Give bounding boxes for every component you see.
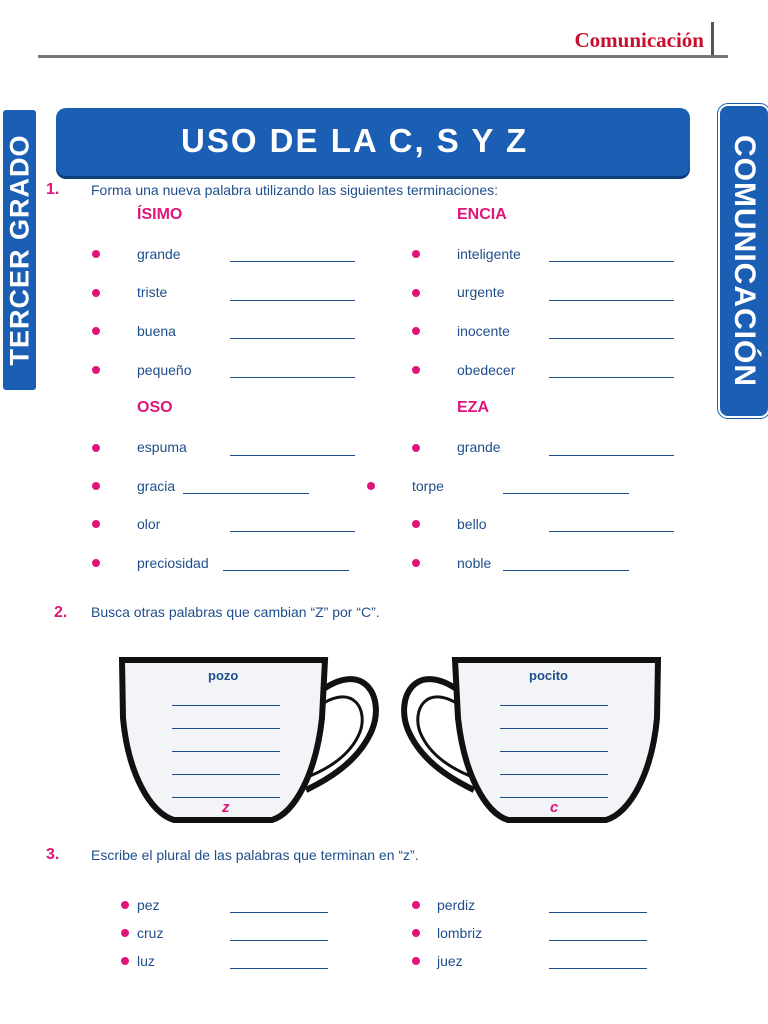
header-rule <box>38 55 728 58</box>
bullet <box>92 250 100 258</box>
answer-blank[interactable] <box>230 377 355 378</box>
bullet <box>412 520 420 528</box>
answer-blank[interactable] <box>172 728 280 729</box>
heading-eza: EZA <box>457 399 489 416</box>
answer-blank[interactable] <box>549 377 674 378</box>
cup-left-label: pozo <box>208 668 239 683</box>
bullet <box>92 366 100 374</box>
bullet <box>412 957 420 965</box>
answer-blank[interactable] <box>549 261 674 262</box>
answer-blank[interactable] <box>549 300 674 301</box>
heading-encia: ENCIA <box>457 206 507 223</box>
word-item: luz <box>137 953 155 969</box>
answer-blank[interactable] <box>500 774 608 775</box>
cup-right-label: pocito <box>529 668 568 683</box>
answer-blank[interactable] <box>230 968 328 969</box>
answer-blank[interactable] <box>549 940 647 941</box>
answer-blank[interactable] <box>223 570 349 571</box>
bullet <box>412 289 420 297</box>
answer-blank[interactable] <box>172 751 280 752</box>
word-item: olor <box>137 516 161 532</box>
exercise-1-number: 1. <box>46 181 60 198</box>
answer-blank[interactable] <box>230 338 355 339</box>
answer-blank[interactable] <box>503 570 629 571</box>
page-title: USO DE LA C, S Y Z <box>181 122 529 159</box>
answer-blank[interactable] <box>503 493 629 494</box>
answer-blank[interactable] <box>549 338 674 339</box>
title-banner <box>56 108 690 176</box>
answer-blank[interactable] <box>172 797 280 798</box>
bullet <box>92 559 100 567</box>
bullet <box>412 327 420 335</box>
answer-blank[interactable] <box>500 751 608 752</box>
bullet <box>412 901 420 909</box>
word-item: pez <box>137 897 160 913</box>
bullet <box>367 482 375 490</box>
word-item: espuma <box>137 439 187 455</box>
exercise-1-instruction: Forma una nueva palabra utilizando las siguientes terminaciones: <box>91 182 499 198</box>
word-item: preciosidad <box>137 555 209 571</box>
bullet <box>121 957 129 965</box>
word-item: cruz <box>137 925 164 941</box>
bullet <box>92 327 100 335</box>
answer-blank[interactable] <box>500 728 608 729</box>
cups-illustration <box>110 648 670 828</box>
word-item: torpe <box>412 478 444 494</box>
word-item: gracia <box>137 478 176 494</box>
heading-isimo: ÍSIMO <box>137 206 183 223</box>
word-item: noble <box>457 555 492 571</box>
answer-blank[interactable] <box>183 493 309 494</box>
header-divider <box>711 22 714 56</box>
subject-label: Comunicación <box>574 28 704 52</box>
grade-banner-label: TERCER GRADO <box>4 134 34 366</box>
exercise-2-instruction: Busca otras palabras que cambian “Z” por “C”. <box>91 604 380 620</box>
bullet <box>92 444 100 452</box>
word-item: buena <box>137 323 176 339</box>
cup-right-icon <box>404 660 658 820</box>
word-item: triste <box>137 284 168 300</box>
grade-banner <box>3 110 36 390</box>
exercise-3-instruction: Escribe el plural de las palabras que terminan en “z”. <box>91 847 419 863</box>
bullet <box>412 366 420 374</box>
word-item: pequeño <box>137 362 192 378</box>
cup-left-icon <box>122 660 376 820</box>
answer-blank[interactable] <box>230 912 328 913</box>
word-item: juez <box>437 953 463 969</box>
answer-blank[interactable] <box>500 797 608 798</box>
bullet <box>121 901 129 909</box>
word-item: inteligente <box>457 246 521 262</box>
subject-banner-label: COMUNICACIÓN <box>728 135 761 387</box>
answer-blank[interactable] <box>549 968 647 969</box>
cup-left-letter: z <box>222 799 230 816</box>
bullet <box>92 482 100 490</box>
answer-blank[interactable] <box>230 455 355 456</box>
word-item: obedecer <box>457 362 516 378</box>
exercise-3-number: 3. <box>46 846 60 863</box>
answer-blank[interactable] <box>549 455 674 456</box>
bullet <box>412 929 420 937</box>
bullet <box>412 559 420 567</box>
bullet <box>121 929 129 937</box>
answer-blank[interactable] <box>230 940 328 941</box>
answer-blank[interactable] <box>230 261 355 262</box>
answer-blank[interactable] <box>500 705 608 706</box>
answer-blank[interactable] <box>230 531 355 532</box>
bullet <box>412 250 420 258</box>
word-item: lombriz <box>437 925 483 941</box>
word-item: grande <box>457 439 501 455</box>
bullet <box>92 520 100 528</box>
word-item: grande <box>137 246 181 262</box>
answer-blank[interactable] <box>172 774 280 775</box>
cup-right-letter: c <box>550 799 559 816</box>
subject-banner <box>718 104 768 418</box>
word-item: urgente <box>457 284 505 300</box>
word-item: inocente <box>457 323 510 339</box>
answer-blank[interactable] <box>172 705 280 706</box>
answer-blank[interactable] <box>230 300 355 301</box>
exercise-2-number: 2. <box>54 604 68 621</box>
word-item: perdiz <box>437 897 476 913</box>
heading-oso: OSO <box>137 399 173 416</box>
answer-blank[interactable] <box>549 912 647 913</box>
bullet <box>412 444 420 452</box>
word-item: bello <box>457 516 487 532</box>
answer-blank[interactable] <box>549 531 674 532</box>
bullet <box>92 289 100 297</box>
